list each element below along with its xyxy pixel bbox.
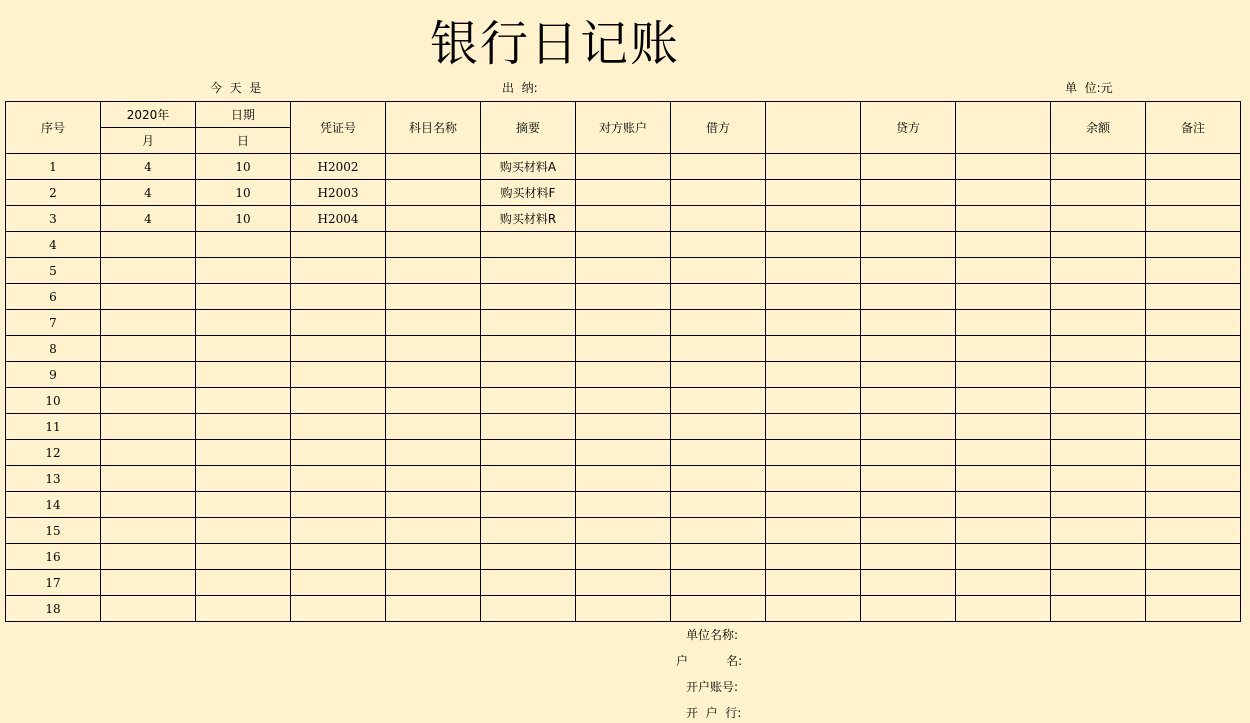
- cell-blank-1[interactable]: [766, 362, 861, 388]
- cell-seq[interactable]: 1: [6, 154, 101, 180]
- cell-credit[interactable]: [861, 336, 956, 362]
- cell-summary[interactable]: [481, 570, 576, 596]
- footer-account-no: 开户账号:: [686, 680, 739, 694]
- cell-blank-1[interactable]: [766, 154, 861, 180]
- cell-credit[interactable]: [861, 544, 956, 570]
- cell-subject[interactable]: [386, 492, 481, 518]
- cell-blank-2[interactable]: [956, 154, 1051, 180]
- cell-balance[interactable]: [1051, 310, 1146, 336]
- table-row: [6, 362, 1241, 388]
- cell-remark[interactable]: [1146, 310, 1241, 336]
- cell-blank-1[interactable]: [766, 570, 861, 596]
- cell-subject[interactable]: [386, 596, 481, 622]
- cell-subject[interactable]: [386, 518, 481, 544]
- cell-credit[interactable]: [861, 284, 956, 310]
- cell-subject[interactable]: [386, 414, 481, 440]
- table-row: [6, 414, 1241, 440]
- cell-voucher[interactable]: [291, 518, 386, 544]
- cell-seq[interactable]: 9: [6, 362, 101, 388]
- cell-balance[interactable]: [1051, 362, 1146, 388]
- cell-summary[interactable]: [481, 596, 576, 622]
- cell-day[interactable]: [196, 440, 291, 466]
- cell-debit[interactable]: [671, 492, 766, 518]
- cell-month[interactable]: [101, 388, 196, 414]
- cell-credit[interactable]: [861, 570, 956, 596]
- table-row: [6, 336, 1241, 362]
- cell-day[interactable]: [196, 232, 291, 258]
- cell-remark[interactable]: [1146, 596, 1241, 622]
- cell-credit[interactable]: [861, 180, 956, 206]
- cell-debit[interactable]: [671, 154, 766, 180]
- cell-day[interactable]: [196, 492, 291, 518]
- cell-blank-2[interactable]: [956, 310, 1051, 336]
- cell-credit[interactable]: [861, 154, 956, 180]
- header-day: 日: [196, 128, 291, 154]
- cell-blank-2[interactable]: [956, 336, 1051, 362]
- cell-seq[interactable]: 8: [6, 336, 101, 362]
- cell-balance[interactable]: [1051, 492, 1146, 518]
- cell-day[interactable]: [196, 596, 291, 622]
- cell-day[interactable]: 10: [196, 206, 291, 232]
- cell-month[interactable]: [101, 440, 196, 466]
- cell-blank-2[interactable]: [956, 466, 1051, 492]
- cell-blank-1[interactable]: [766, 180, 861, 206]
- cell-voucher[interactable]: [291, 440, 386, 466]
- cell-remark[interactable]: [1146, 570, 1241, 596]
- cell-seq[interactable]: 6: [6, 284, 101, 310]
- cell-blank-2[interactable]: [956, 518, 1051, 544]
- header-date: 日期: [196, 102, 291, 128]
- cell-counter-account[interactable]: [576, 440, 671, 466]
- cell-subject[interactable]: [386, 336, 481, 362]
- today-label: 今 天 是: [210, 81, 262, 95]
- cell-day[interactable]: [196, 518, 291, 544]
- cell-remark[interactable]: [1146, 336, 1241, 362]
- cell-counter-account[interactable]: [576, 180, 671, 206]
- cell-counter-account[interactable]: [576, 492, 671, 518]
- cell-blank-2[interactable]: [956, 258, 1051, 284]
- cell-seq[interactable]: 4: [6, 232, 101, 258]
- cell-voucher[interactable]: [291, 258, 386, 284]
- cell-balance[interactable]: [1051, 596, 1146, 622]
- table-row: [6, 544, 1241, 570]
- cell-blank-2[interactable]: [956, 180, 1051, 206]
- header-voucher: 凭证号: [291, 102, 386, 154]
- cell-voucher[interactable]: [291, 284, 386, 310]
- ledger-table: [5, 101, 1241, 622]
- cell-month[interactable]: [101, 518, 196, 544]
- cell-remark[interactable]: [1146, 388, 1241, 414]
- cell-subject[interactable]: [386, 388, 481, 414]
- footer-bank: 开 户 行:: [686, 706, 742, 720]
- cell-remark[interactable]: [1146, 518, 1241, 544]
- cell-counter-account[interactable]: [576, 310, 671, 336]
- cell-balance[interactable]: [1051, 232, 1146, 258]
- cell-counter-account[interactable]: [576, 206, 671, 232]
- cell-balance[interactable]: [1051, 440, 1146, 466]
- cell-summary[interactable]: [481, 362, 576, 388]
- cell-day[interactable]: [196, 362, 291, 388]
- header-counter-account: 对方账户: [576, 102, 671, 154]
- cell-voucher[interactable]: [291, 570, 386, 596]
- cell-counter-account[interactable]: [576, 596, 671, 622]
- header-summary: 摘要: [481, 102, 576, 154]
- cell-month[interactable]: [101, 414, 196, 440]
- cell-subject[interactable]: [386, 466, 481, 492]
- cell-blank-2[interactable]: [956, 284, 1051, 310]
- cell-balance[interactable]: [1051, 154, 1146, 180]
- cell-day[interactable]: [196, 570, 291, 596]
- cell-subject[interactable]: [386, 362, 481, 388]
- cell-credit[interactable]: [861, 492, 956, 518]
- header-remark: 备注: [1146, 102, 1241, 154]
- header-row-1: [6, 102, 1241, 128]
- cell-seq[interactable]: 12: [6, 440, 101, 466]
- cell-day[interactable]: [196, 414, 291, 440]
- cell-seq[interactable]: 2: [6, 180, 101, 206]
- cell-blank-1[interactable]: [766, 518, 861, 544]
- cell-subject[interactable]: [386, 180, 481, 206]
- cell-remark[interactable]: [1146, 284, 1241, 310]
- cell-counter-account[interactable]: [576, 336, 671, 362]
- cell-debit[interactable]: [671, 284, 766, 310]
- cell-blank-2[interactable]: [956, 596, 1051, 622]
- cell-balance[interactable]: [1051, 180, 1146, 206]
- cell-remark[interactable]: [1146, 544, 1241, 570]
- cell-blank-1[interactable]: [766, 544, 861, 570]
- cell-counter-account[interactable]: [576, 466, 671, 492]
- table-row: [6, 388, 1241, 414]
- cell-summary[interactable]: [481, 284, 576, 310]
- cell-subject[interactable]: [386, 154, 481, 180]
- cell-credit[interactable]: [861, 596, 956, 622]
- cell-blank-2[interactable]: [956, 570, 1051, 596]
- cell-day[interactable]: [196, 388, 291, 414]
- header-subject: 科目名称: [386, 102, 481, 154]
- header-month: 月: [101, 128, 196, 154]
- cell-month[interactable]: [101, 284, 196, 310]
- cell-voucher[interactable]: [291, 310, 386, 336]
- cell-blank-2[interactable]: [956, 544, 1051, 570]
- table-row: [6, 466, 1241, 492]
- cell-remark[interactable]: [1146, 440, 1241, 466]
- cell-subject[interactable]: [386, 310, 481, 336]
- cell-voucher[interactable]: H2003: [291, 180, 386, 206]
- cell-voucher[interactable]: [291, 388, 386, 414]
- cell-debit[interactable]: [671, 362, 766, 388]
- cell-counter-account[interactable]: [576, 284, 671, 310]
- footer-unit-name: 单位名称:: [686, 628, 739, 642]
- cell-debit[interactable]: [671, 180, 766, 206]
- cashier-label: 出 纳:: [502, 81, 538, 95]
- header-blank-1: [766, 102, 861, 154]
- cell-seq[interactable]: 5: [6, 258, 101, 284]
- cell-day[interactable]: [196, 544, 291, 570]
- table-row: [6, 232, 1241, 258]
- cell-blank-1[interactable]: [766, 466, 861, 492]
- cell-seq[interactable]: 14: [6, 492, 101, 518]
- cell-voucher[interactable]: [291, 414, 386, 440]
- cell-seq[interactable]: 17: [6, 570, 101, 596]
- cell-summary[interactable]: [481, 544, 576, 570]
- cell-counter-account[interactable]: [576, 362, 671, 388]
- cell-balance[interactable]: [1051, 544, 1146, 570]
- cell-summary[interactable]: [481, 232, 576, 258]
- cell-blank-1[interactable]: [766, 414, 861, 440]
- cell-subject[interactable]: [386, 258, 481, 284]
- cell-month[interactable]: 4: [101, 206, 196, 232]
- cell-remark[interactable]: [1146, 154, 1241, 180]
- cell-summary[interactable]: [481, 440, 576, 466]
- cell-credit[interactable]: [861, 206, 956, 232]
- cell-summary[interactable]: 购买材料A: [481, 154, 576, 180]
- cell-debit[interactable]: [671, 414, 766, 440]
- cell-seq[interactable]: 16: [6, 544, 101, 570]
- cell-balance[interactable]: [1051, 466, 1146, 492]
- cell-debit[interactable]: [671, 440, 766, 466]
- cell-remark[interactable]: [1146, 492, 1241, 518]
- header-year: 2020年: [101, 102, 196, 128]
- cell-debit[interactable]: [671, 310, 766, 336]
- cell-month[interactable]: [101, 258, 196, 284]
- cell-blank-2[interactable]: [956, 440, 1051, 466]
- cell-summary[interactable]: [481, 492, 576, 518]
- cell-voucher[interactable]: H2004: [291, 206, 386, 232]
- cell-debit[interactable]: [671, 596, 766, 622]
- cell-blank-1[interactable]: [766, 258, 861, 284]
- cell-blank-2[interactable]: [956, 492, 1051, 518]
- cell-balance[interactable]: [1051, 284, 1146, 310]
- cell-credit[interactable]: [861, 310, 956, 336]
- table-row: [6, 518, 1241, 544]
- header-blank-2: [956, 102, 1051, 154]
- cell-voucher[interactable]: [291, 596, 386, 622]
- cell-month[interactable]: 4: [101, 154, 196, 180]
- cell-month[interactable]: [101, 310, 196, 336]
- unit-label: 单 位:元: [1065, 81, 1113, 95]
- cell-seq[interactable]: 7: [6, 310, 101, 336]
- cell-remark[interactable]: [1146, 180, 1241, 206]
- cell-blank-1[interactable]: [766, 440, 861, 466]
- table-row: [6, 154, 1241, 180]
- cell-blank-1[interactable]: [766, 492, 861, 518]
- cell-credit[interactable]: [861, 362, 956, 388]
- cell-blank-1[interactable]: [766, 232, 861, 258]
- cell-month[interactable]: [101, 232, 196, 258]
- cell-counter-account[interactable]: [576, 154, 671, 180]
- cell-voucher[interactable]: [291, 232, 386, 258]
- cell-subject[interactable]: [386, 284, 481, 310]
- cell-debit[interactable]: [671, 388, 766, 414]
- cell-voucher[interactable]: [291, 466, 386, 492]
- cell-voucher[interactable]: H2002: [291, 154, 386, 180]
- cell-month[interactable]: 4: [101, 180, 196, 206]
- cell-counter-account[interactable]: [576, 258, 671, 284]
- cell-voucher[interactable]: [291, 336, 386, 362]
- cell-subject[interactable]: [386, 544, 481, 570]
- cell-credit[interactable]: [861, 414, 956, 440]
- cell-voucher[interactable]: [291, 544, 386, 570]
- cell-summary[interactable]: [481, 258, 576, 284]
- header-credit: 贷方: [861, 102, 956, 154]
- cell-summary[interactable]: [481, 414, 576, 440]
- cell-blank-1[interactable]: [766, 336, 861, 362]
- cell-blank-1[interactable]: [766, 284, 861, 310]
- cell-blank-1[interactable]: [766, 206, 861, 232]
- cell-summary[interactable]: 购买材料R: [481, 206, 576, 232]
- cell-credit[interactable]: [861, 232, 956, 258]
- cell-subject[interactable]: [386, 440, 481, 466]
- cell-counter-account[interactable]: [576, 518, 671, 544]
- table-row: [6, 258, 1241, 284]
- cell-counter-account[interactable]: [576, 414, 671, 440]
- cell-debit[interactable]: [671, 544, 766, 570]
- cell-day[interactable]: [196, 284, 291, 310]
- cell-balance[interactable]: [1051, 414, 1146, 440]
- cell-debit[interactable]: [671, 466, 766, 492]
- cell-balance[interactable]: [1051, 570, 1146, 596]
- header-balance: 余额: [1051, 102, 1146, 154]
- cell-balance[interactable]: [1051, 518, 1146, 544]
- cell-day[interactable]: [196, 466, 291, 492]
- cell-debit[interactable]: [671, 518, 766, 544]
- table-row: [6, 206, 1241, 232]
- cell-blank-1[interactable]: [766, 310, 861, 336]
- table-row: [6, 180, 1241, 206]
- cell-remark[interactable]: [1146, 232, 1241, 258]
- table-row: [6, 310, 1241, 336]
- cell-month[interactable]: [101, 570, 196, 596]
- cell-blank-2[interactable]: [956, 414, 1051, 440]
- cell-debit[interactable]: [671, 206, 766, 232]
- cell-summary[interactable]: [481, 310, 576, 336]
- cell-remark[interactable]: [1146, 414, 1241, 440]
- cell-voucher[interactable]: [291, 492, 386, 518]
- cell-blank-2[interactable]: [956, 362, 1051, 388]
- cell-summary[interactable]: [481, 336, 576, 362]
- cell-credit[interactable]: [861, 518, 956, 544]
- cell-remark[interactable]: [1146, 206, 1241, 232]
- cell-month[interactable]: [101, 596, 196, 622]
- cell-debit[interactable]: [671, 336, 766, 362]
- cell-summary[interactable]: [481, 518, 576, 544]
- cell-credit[interactable]: [861, 258, 956, 284]
- cell-remark[interactable]: [1146, 466, 1241, 492]
- cell-summary[interactable]: [481, 388, 576, 414]
- cell-blank-2[interactable]: [956, 232, 1051, 258]
- cell-seq[interactable]: 18: [6, 596, 101, 622]
- cell-subject[interactable]: [386, 570, 481, 596]
- cell-debit[interactable]: [671, 570, 766, 596]
- cell-remark[interactable]: [1146, 362, 1241, 388]
- cell-seq[interactable]: 3: [6, 206, 101, 232]
- cell-balance[interactable]: [1051, 258, 1146, 284]
- table-row: [6, 596, 1241, 622]
- table-row: [6, 492, 1241, 518]
- cell-seq[interactable]: 11: [6, 414, 101, 440]
- cell-blank-2[interactable]: [956, 206, 1051, 232]
- table-row: [6, 570, 1241, 596]
- cell-month[interactable]: [101, 336, 196, 362]
- cell-counter-account[interactable]: [576, 570, 671, 596]
- cell-month[interactable]: [101, 466, 196, 492]
- cell-seq[interactable]: 15: [6, 518, 101, 544]
- cell-balance[interactable]: [1051, 206, 1146, 232]
- cell-blank-1[interactable]: [766, 388, 861, 414]
- cell-seq[interactable]: 13: [6, 466, 101, 492]
- cell-day[interactable]: 10: [196, 154, 291, 180]
- cell-summary[interactable]: [481, 466, 576, 492]
- cell-subject[interactable]: [386, 206, 481, 232]
- cell-debit[interactable]: [671, 258, 766, 284]
- header-debit: 借方: [671, 102, 766, 154]
- cell-counter-account[interactable]: [576, 388, 671, 414]
- cell-subject[interactable]: [386, 232, 481, 258]
- footer-account-name: 户 名:: [676, 654, 743, 668]
- cell-day[interactable]: [196, 258, 291, 284]
- cell-month[interactable]: [101, 544, 196, 570]
- cell-month[interactable]: [101, 362, 196, 388]
- table-row: [6, 440, 1241, 466]
- table-row: [6, 284, 1241, 310]
- cell-day[interactable]: 10: [196, 180, 291, 206]
- header-seq: 序号: [6, 102, 101, 154]
- cell-debit[interactable]: [671, 232, 766, 258]
- ledger-body: [6, 154, 1241, 622]
- cell-summary[interactable]: 购买材料F: [481, 180, 576, 206]
- cell-day[interactable]: [196, 310, 291, 336]
- cell-voucher[interactable]: [291, 362, 386, 388]
- cell-day[interactable]: [196, 336, 291, 362]
- page-title: 银行日记账: [429, 16, 680, 72]
- cell-counter-account[interactable]: [576, 232, 671, 258]
- cell-credit[interactable]: [861, 466, 956, 492]
- cell-balance[interactable]: [1051, 336, 1146, 362]
- cell-balance[interactable]: [1051, 388, 1146, 414]
- cell-blank-2[interactable]: [956, 388, 1051, 414]
- cell-counter-account[interactable]: [576, 544, 671, 570]
- cell-seq[interactable]: 10: [6, 388, 101, 414]
- cell-month[interactable]: [101, 492, 196, 518]
- cell-blank-1[interactable]: [766, 596, 861, 622]
- cell-credit[interactable]: [861, 440, 956, 466]
- cell-credit[interactable]: [861, 388, 956, 414]
- cell-remark[interactable]: [1146, 258, 1241, 284]
